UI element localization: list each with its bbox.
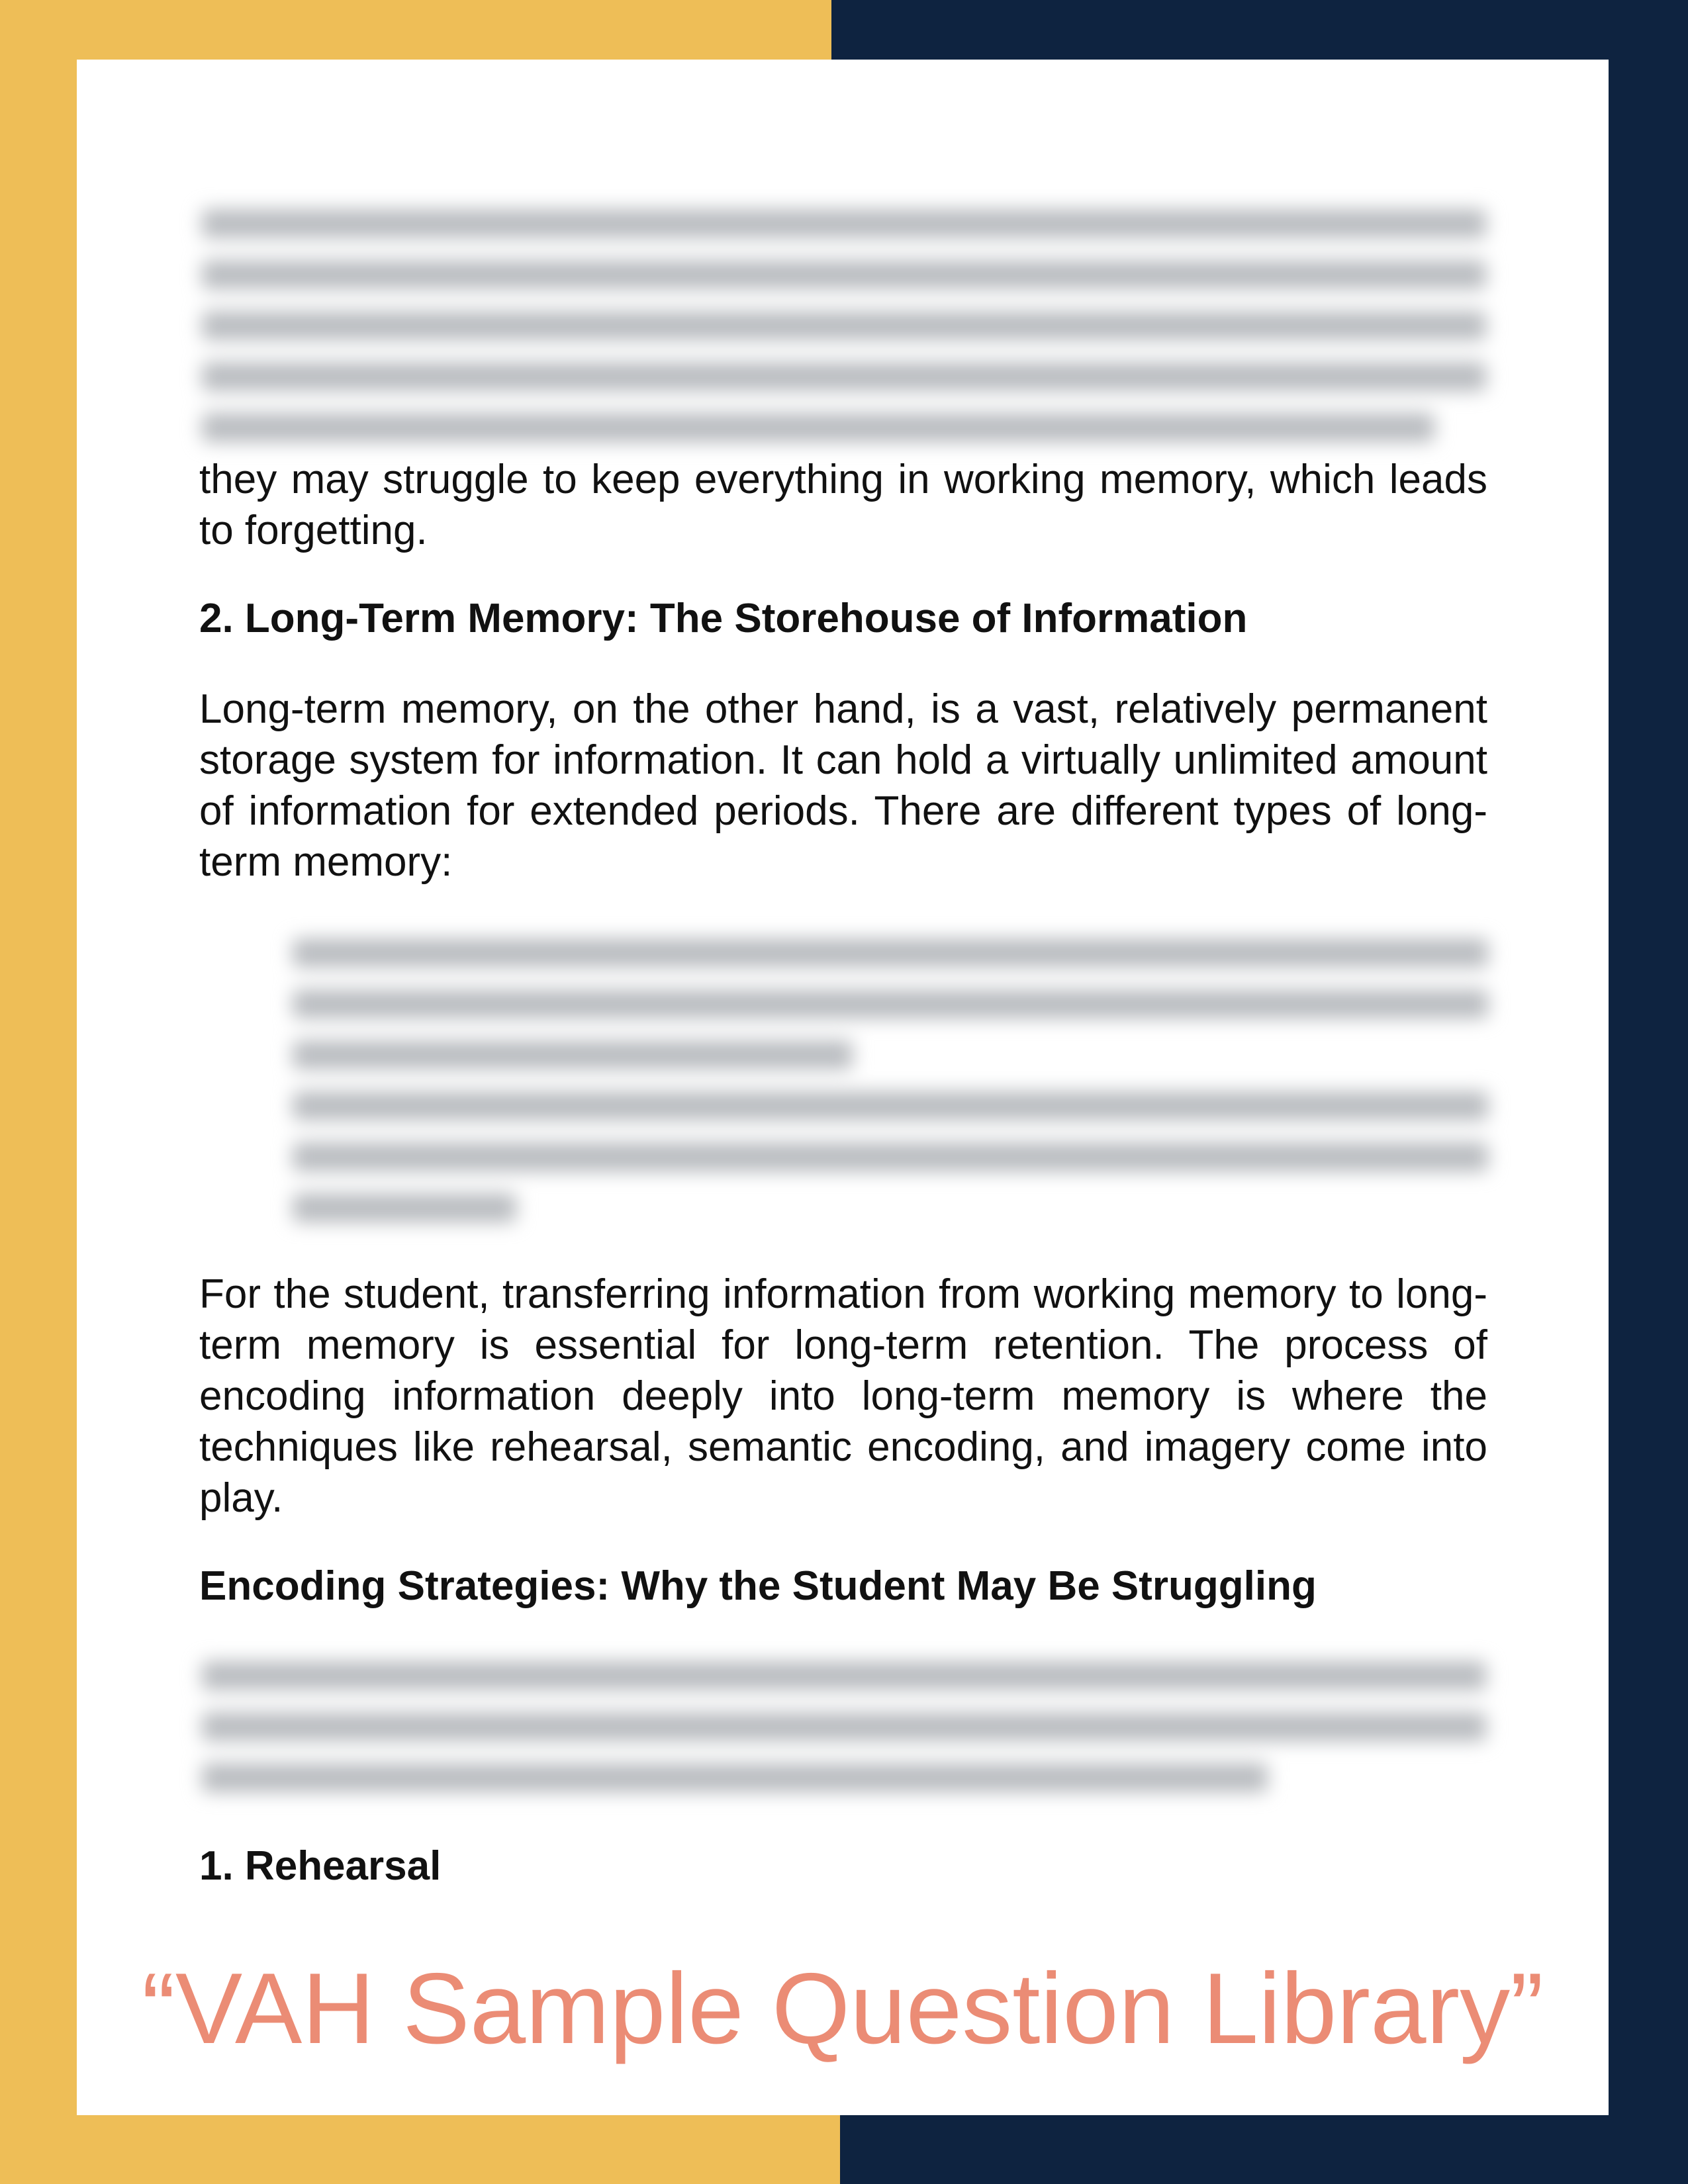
heading-rehearsal: 1. Rehearsal — [199, 1843, 442, 1889]
blurred-paragraph — [202, 1661, 1486, 1814]
paragraph-working-memory-tail: they may struggle to keep everything in working memory, which leads to forgetting. — [199, 457, 1487, 553]
paragraph-transfer: For the student, transferring information from working memory to long-term memory is essential for long-term retention. The process of encoding information deeply into long-term memory is where the techniques like rehearsal, semantic encoding, and imagery come into play. — [199, 1271, 1487, 1521]
paragraph-long-term-memory: Long-term memory, on the other hand, is a vast, relatively permanent storage system for information. It can hold a virtually unlimited amount of information for extended periods. There are different types of long-term memory: — [199, 686, 1487, 885]
heading-long-term-memory: 2. Long-Term Memory: The Storehouse of Information — [199, 596, 1248, 641]
bottom-yellow-band — [0, 2115, 840, 2184]
top-yellow-band — [0, 0, 831, 60]
watermark: “VAH Sample Question Library” — [142, 1952, 1544, 2065]
blurred-paragraph — [202, 209, 1486, 464]
heading-encoding-strategies: Encoding Strategies: Why the Student May Be Struggling — [199, 1563, 1317, 1609]
blurred-bullet-list — [244, 938, 1488, 1244]
left-yellow-border — [0, 0, 77, 2184]
